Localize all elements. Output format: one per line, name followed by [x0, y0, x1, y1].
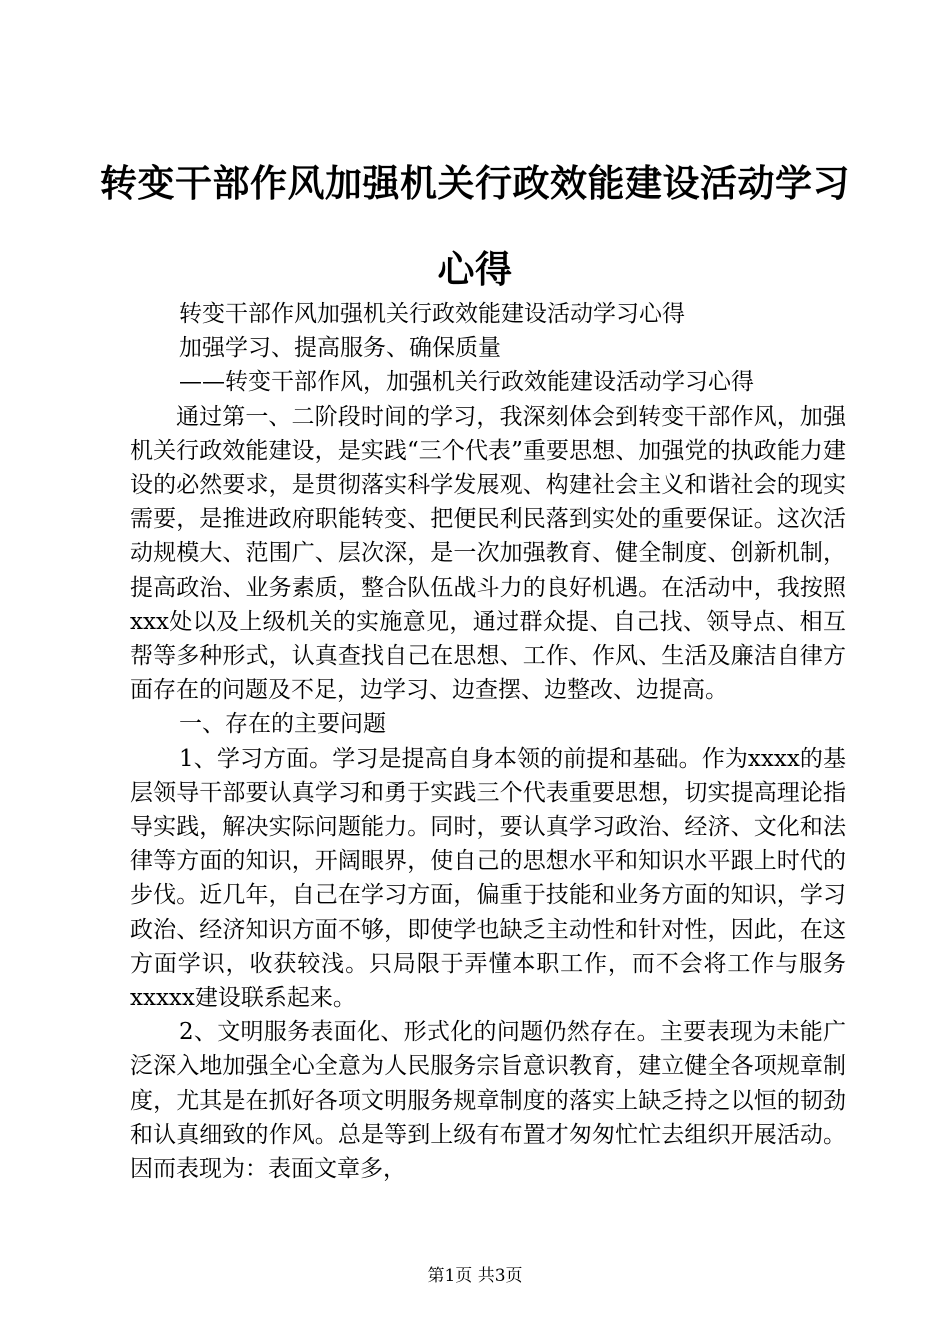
document-title-line-2: 心得	[437, 247, 513, 291]
document-title-line-1: 转变干部作风加强机关行政效能建设活动学习	[100, 161, 850, 205]
document-body	[130, 297, 846, 1186]
body-paragraph: 2、文明服务表面化、形式化的问题仍然存在。主要表现为未能广泛深入地加强全心全意为人民服务宗旨意识教育，建立健全各项规章制度，尤其是在抓好各项文明服务规章制度的落实上缺乏持之以恒的韧劲和认真细致的作风。总是等到上级有布置才匆匆忙忙去组织开展活动。因而表现为：表面文章多，	[130, 1019, 846, 1183]
intro-paragraph: 通过第一、二阶段时间的学习，我深刻体会到转变干部作风，加强机关行政效能建设，是实践“三个代表”重要思想、加强党的执政能力建设的必然要求，是贯彻落实科学发展观、构建社会主义和谐社会的现实需要，是推进政府职能转变、把便民利民落到实处的重要保证。这次活动规模大、范围广、层次深，是一次加强教育、健全制度、创新机制，提高政治、业务素质，整合队伍战斗力的良好机遇。在活动中，我按照xxx处以及上级机关的实施意见，通过群众提、自己找、领导点、相互帮等多种形式，认真查找自己在思想、工作、作风、生活及廉洁自律方面存在的问题及不足，边学习、边查摆、边整改、边提高。	[130, 403, 846, 704]
subtitle-paragraph: 转变干部作风加强机关行政效能建设活动学习心得	[179, 301, 685, 327]
section-heading: 一、存在的主要问题	[179, 711, 386, 738]
page-footer: 第1页 共3页	[427, 1266, 523, 1286]
theme-subline-paragraph: ——转变干部作风，加强机关行政效能建设活动学习心得	[179, 369, 754, 396]
theme-paragraph: 加强学习、提高服务、确保质量	[179, 335, 501, 362]
body-paragraph: 1、学习方面。学习是提高自身本领的前提和基础。作为xxxx的基层领导干部要认真学习和勇于实践三个代表重要思想，切实提高理论指导实践，解决实际问题能力。同时，要认真学习政治、经济、文化和法律等方面的知识，开阔眼界，使自己的思想水平和知识水平跟上时代的步伐。近几年，自己在学习方面，偏重于技能和业务方面的知识，学习政治、经济知识方面不够，即使学也缺乏主动性和针对性，因此，在这方面学识，收获较浅。只局限于弄懂本职工作，而不会将工作与服务xxxxx建设联系起来。	[130, 745, 846, 1012]
